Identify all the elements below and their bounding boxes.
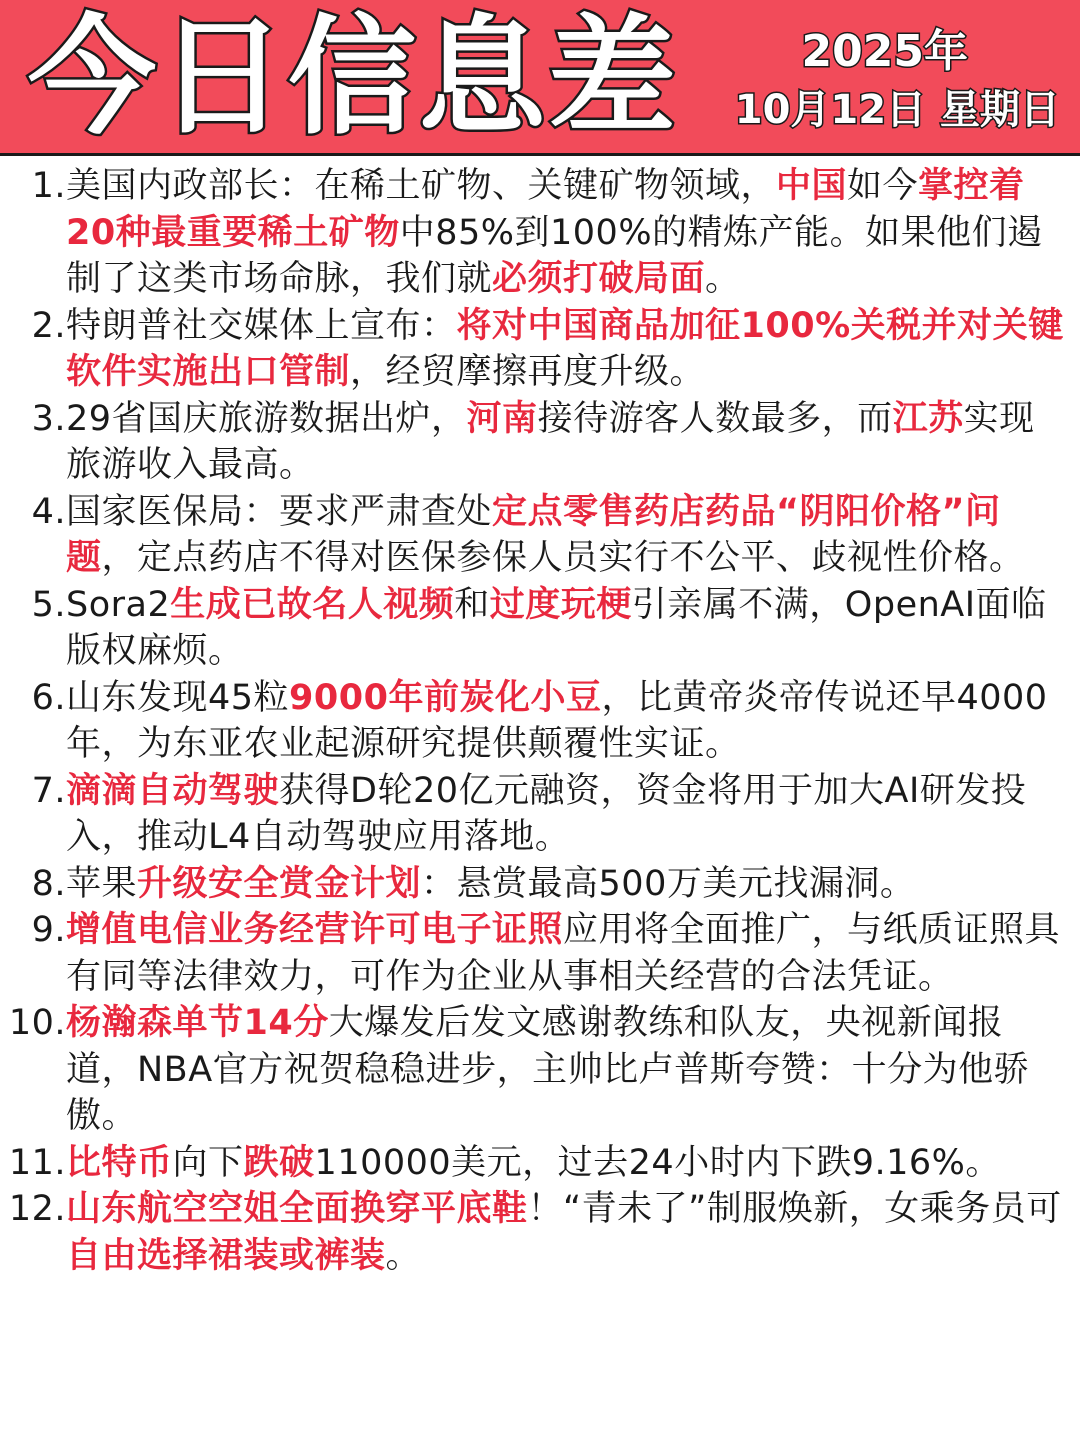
news-highlight: 9000年前炭化小豆 xyxy=(289,677,602,718)
news-highlight: 江苏 xyxy=(892,398,964,439)
news-highlight: 将对中国商品加征100%关税并对关键软件实施出口管制 xyxy=(66,305,1064,392)
news-highlight: 滴滴自动驾驶 xyxy=(66,770,280,811)
news-text: 实现旅游收入最高。 xyxy=(66,398,1035,485)
news-text: 特朗普社交媒体上宣布： xyxy=(66,305,457,346)
news-highlight: 定点零售药店药品“阴阳价格”问题 xyxy=(66,491,1001,578)
news-highlight: 自由选择裙装或裤装 xyxy=(66,1235,386,1276)
news-text: 接待游客人数最多，而 xyxy=(537,398,893,439)
page-title: 今日信息差 xyxy=(28,3,679,152)
news-number: 6. xyxy=(31,677,66,718)
news-highlight: 升级安全赏金计划 xyxy=(137,863,422,904)
news-highlight: 河南 xyxy=(466,398,538,439)
news-item xyxy=(0,907,1080,1000)
news-text: 110000美元，过去24小时内下跌9.16%。 xyxy=(314,1142,1001,1183)
news-highlight: 必须打破局面 xyxy=(492,259,706,299)
news-list xyxy=(0,163,1080,1279)
news-text: ！“青未了”制服焕新，女乘务员可 xyxy=(527,1189,1062,1229)
news-text: 和 xyxy=(454,584,490,625)
news-highlight: 跌破 xyxy=(243,1142,315,1183)
news-text: 。 xyxy=(705,259,741,299)
news-text: ，经贸摩擦再度升级。 xyxy=(350,352,706,392)
news-highlight: 中国 xyxy=(776,166,848,206)
news-item xyxy=(0,396,1080,489)
news-item xyxy=(0,1186,1080,1279)
news-text: 获得D轮20亿元融资，资金将用于加大AI研发投入，推动L4自动驾驶应用落地。 xyxy=(66,770,1027,857)
news-highlight: 过度玩梗 xyxy=(489,584,632,625)
news-text: ，定点药店不得对医保参保人员实行不公平、歧视性价格。 xyxy=(101,538,1025,578)
news-text: 29省国庆旅游数据出炉， xyxy=(66,398,467,439)
news-number: 4. xyxy=(31,491,66,532)
news-number: 2. xyxy=(31,305,66,346)
news-number: 7. xyxy=(31,770,66,811)
news-text: 引亲属不满，OpenAI面临版权麻烦。 xyxy=(66,584,1047,671)
news-highlight: 杨瀚森单节14分 xyxy=(66,1003,329,1043)
news-highlight: 生成已故名人视频 xyxy=(170,584,455,625)
news-highlight: 掌控着20种最重要稀土矿物 xyxy=(66,166,1025,253)
news-item xyxy=(0,303,1080,396)
date-year: 2025年 xyxy=(801,26,968,77)
news-text: 如今 xyxy=(847,166,919,206)
news-highlight: 比特币 xyxy=(66,1142,173,1183)
news-item xyxy=(0,489,1080,582)
news-text: 大爆发后发文感谢教练和队友，央视新闻报道，NBA官方祝贺稳稳进步，主帅比卢普斯夸赞：十分为他骄傲。 xyxy=(66,1003,1030,1136)
news-number: 8. xyxy=(31,863,66,904)
news-item xyxy=(0,1140,1080,1187)
news-number: 10. xyxy=(8,1003,66,1043)
news-text: ，比黄帝炎帝传说还早4000年，为东亚农业起源研究提供颠覆性实证。 xyxy=(66,677,1048,764)
news-item xyxy=(0,163,1080,303)
news-text: 山东发现45粒 xyxy=(66,677,290,718)
news-number: 9. xyxy=(31,910,66,950)
news-text: 苹果 xyxy=(66,863,138,904)
news-item xyxy=(0,861,1080,908)
news-text: 中85%到100%的精炼产能。如果他们遏制了这类市场命脉，我们就 xyxy=(66,212,1043,299)
news-number: 11. xyxy=(8,1142,66,1183)
news-highlight: 山东航空空姐全面换穿平底鞋 xyxy=(66,1189,528,1229)
news-number: 3. xyxy=(31,398,66,439)
news-text: 美国内政部长：在稀土矿物、关键矿物领域， xyxy=(66,166,777,206)
news-item xyxy=(0,768,1080,861)
date-day: 10月12日 星期日 xyxy=(734,87,1060,133)
news-number: 1. xyxy=(31,166,66,206)
news-text: Sora2 xyxy=(66,584,171,625)
news-number: 5. xyxy=(31,584,66,625)
news-item xyxy=(0,582,1080,675)
news-text: 。 xyxy=(385,1235,422,1276)
news-highlight: 增值电信业务经营许可电子证照 xyxy=(66,910,564,950)
news-item xyxy=(0,1000,1080,1140)
header-banner xyxy=(0,0,1080,156)
news-text: 向下 xyxy=(172,1142,244,1183)
news-text: 国家医保局：要求严肃查处 xyxy=(66,491,493,532)
news-text: 应用将全面推广，与纸质证照具有同等法律效力，可作为企业从事相关经营的合法凭证。 xyxy=(66,910,1061,997)
news-number: 12. xyxy=(8,1189,66,1229)
news-text: ：悬赏最高500万美元找漏洞。 xyxy=(421,863,916,904)
news-item xyxy=(0,675,1080,768)
